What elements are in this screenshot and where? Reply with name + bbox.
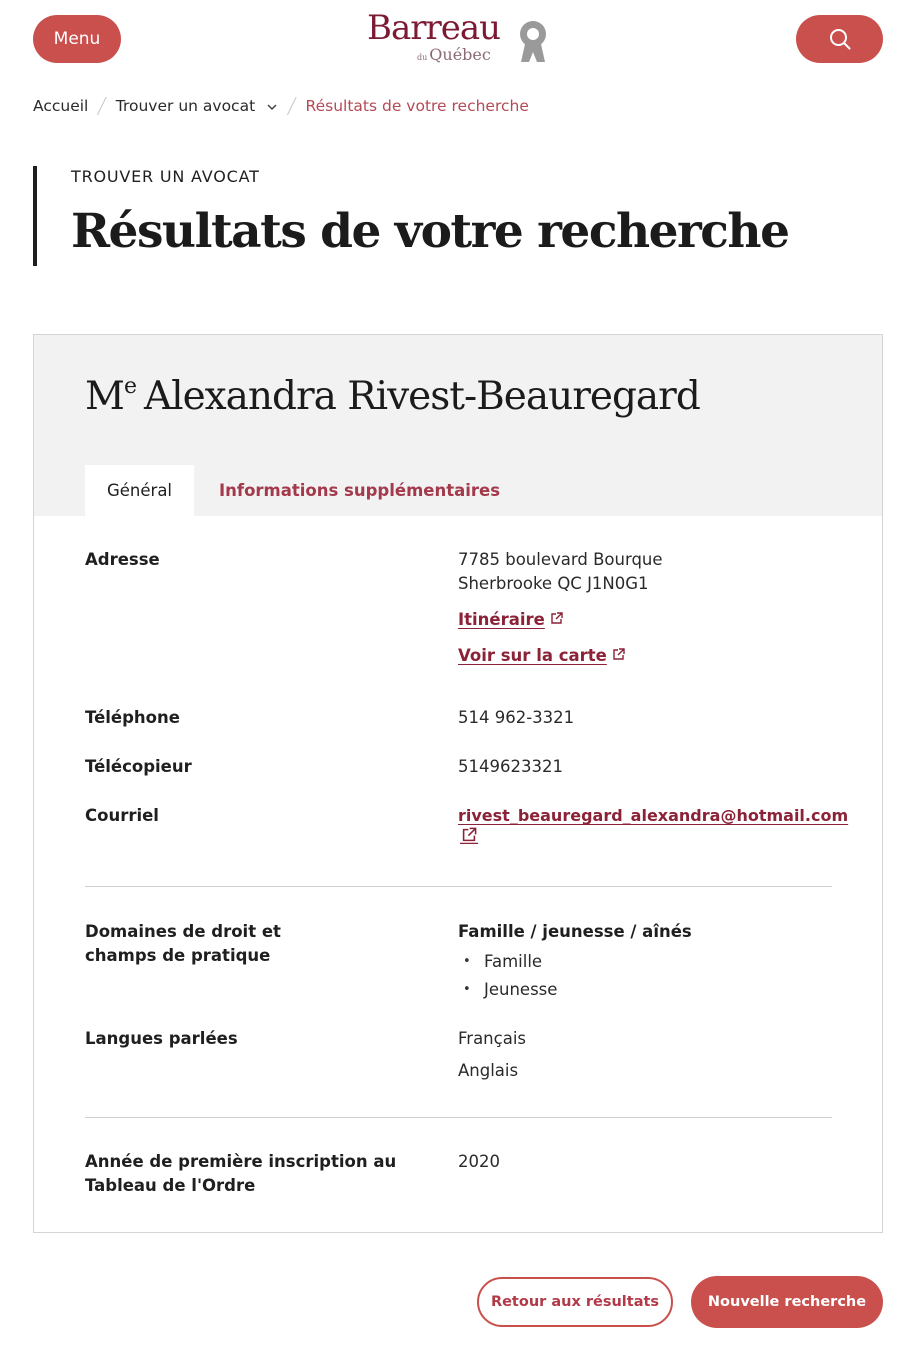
back-to-results-button[interactable]: Retour aux résultats [477, 1277, 673, 1327]
fax-label: Télécopieur [85, 757, 192, 776]
external-link-icon [611, 647, 626, 662]
logo-wordmark: Barreau [367, 8, 501, 48]
languages-value [458, 1027, 858, 1083]
address-label: Adresse [85, 550, 160, 569]
list-item: • Famille [458, 948, 858, 976]
email-label: Courriel [85, 806, 159, 825]
map-link[interactable]: Voir sur la carte [458, 644, 626, 668]
year-label: Année de première inscription au Tableau de l'Ordre [85, 1152, 397, 1195]
fax-value: 5149623321 [458, 757, 563, 776]
section-divider [85, 1117, 832, 1118]
lawyer-card [33, 334, 883, 1233]
year-value: 2020 [458, 1152, 500, 1171]
email-value [458, 804, 858, 850]
list-item: • Jeunesse [458, 976, 858, 1004]
address-value [458, 548, 858, 668]
domain-list [458, 948, 858, 1004]
breadcrumb-separator: / [285, 93, 298, 119]
breadcrumb [33, 94, 529, 118]
lawyer-card-header [34, 335, 882, 516]
email-link[interactable]: rivest_beauregard_alexandra@hotmail.com [458, 806, 849, 825]
site-header [0, 0, 922, 80]
barreau-logo[interactable] [365, 8, 555, 68]
page-title: Résultats de votre recherche [71, 204, 789, 259]
lawyer-name: Me Alexandra Rivest-Beauregard [85, 374, 700, 419]
section-divider [85, 886, 832, 887]
tab-more-info[interactable]: Informations supplémentaires [219, 481, 501, 500]
directions-link[interactable]: Itinéraire [458, 608, 564, 632]
new-search-button[interactable]: Nouvelle recherche [691, 1276, 883, 1328]
languages-label: Langues parlées [85, 1029, 238, 1048]
page-eyebrow: TROUVER UN AVOCAT [71, 167, 260, 186]
language-item: Français [458, 1029, 527, 1048]
logo-subtitle: du Québec [417, 45, 491, 64]
breadcrumb-home[interactable]: Accueil [33, 97, 89, 115]
chevron-down-icon [266, 103, 278, 111]
domains-label: Domaines de droit et champs de pratique [85, 922, 281, 965]
address-line1: 7785 boulevard Bourque [458, 550, 663, 569]
breadcrumb-separator: / [96, 93, 108, 119]
external-link-icon [549, 611, 564, 626]
phone-label: Téléphone [85, 708, 180, 727]
external-link-icon[interactable] [460, 826, 478, 844]
phone-value: 514 962-3321 [458, 708, 575, 727]
breadcrumb-current: Résultats de votre recherche [305, 97, 529, 115]
search-icon [828, 27, 852, 51]
domains-value [458, 920, 858, 1004]
domain-group: Famille / jeunesse / aînés [458, 922, 692, 941]
breadcrumb-section[interactable]: Trouver un avocat [116, 97, 278, 115]
language-item: Anglais [458, 1061, 519, 1080]
address-line2: Sherbrooke QC J1N0G1 [458, 574, 649, 593]
logo-emblem-icon [515, 18, 551, 64]
menu-button[interactable]: Menu [33, 15, 121, 63]
tab-general[interactable]: Général [85, 465, 194, 516]
page-heading [33, 166, 788, 266]
search-button[interactable] [796, 15, 883, 63]
